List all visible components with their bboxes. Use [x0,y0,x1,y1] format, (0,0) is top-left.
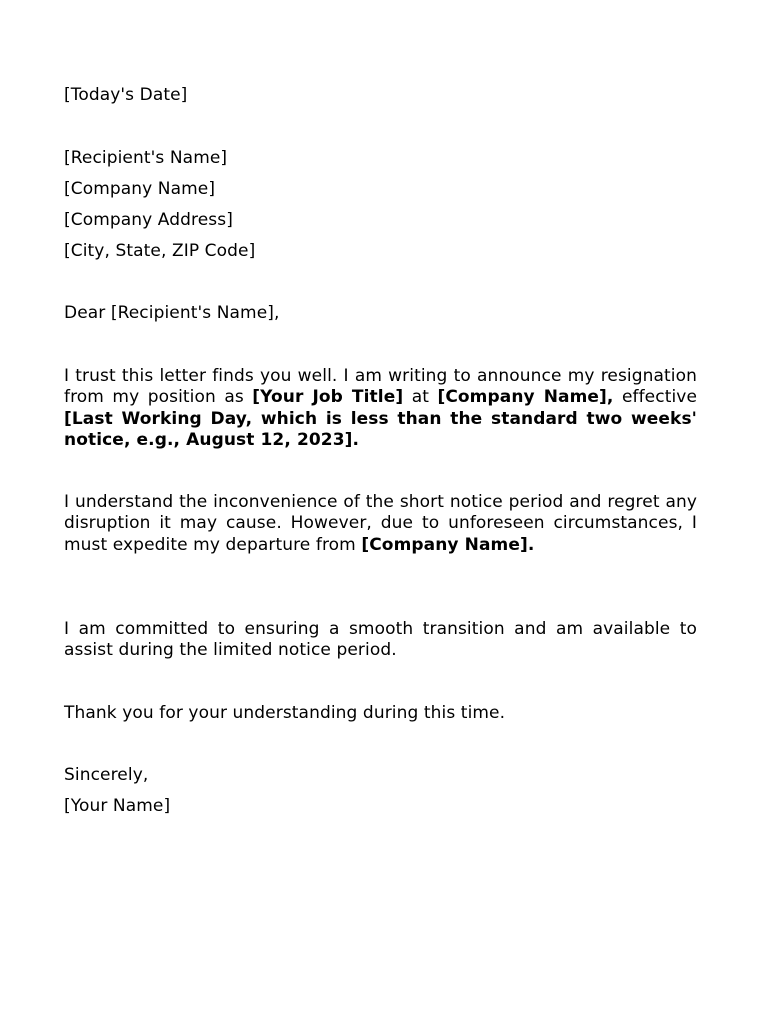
recipient-address: [Company Address] [64,210,233,230]
closing: Sincerely, [64,765,149,785]
recipient-city-state-zip: [City, State, ZIP Code] [64,241,256,261]
paragraph-text: I understand the inconvenience of the short notice period and regret any disruption it may cause. However, due to unforeseen circumstances, I must expedite my departure from [64,492,697,555]
last-working-day-placeholder: [Last Working Day, which is less than the standard two weeks' notice, e.g., August 12, 2023]. [64,408,697,451]
paragraph-text: at [403,387,438,408]
job-title-placeholder: [Your Job Title] [252,387,404,408]
recipient-name: [Recipient's Name] [64,148,228,168]
paragraph-transition: I am committed to ensuring a smooth transition and am available to assist during the limited notice period. [64,619,697,661]
paragraph-short-notice [64,492,697,556]
date-line: [Today's Date] [64,85,188,105]
company-name-placeholder: [Company Name], [437,387,614,408]
paragraph-thanks: Thank you for your understanding during this time. [64,703,506,723]
company-name-placeholder: [Company Name]. [361,534,535,555]
recipient-company: [Company Name] [64,179,216,199]
paragraph-text: effective [613,387,697,408]
salutation: Dear [Recipient's Name], [64,303,280,323]
signature-name: [Your Name] [64,796,171,816]
paragraph-text: I trust this letter finds you well. I am writing to announce my resignation from my position as [64,366,697,408]
paragraph-announcement [64,366,697,452]
